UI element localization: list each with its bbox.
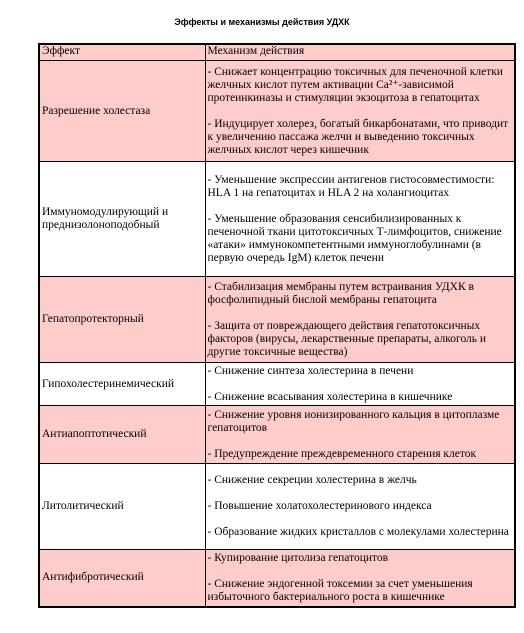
- table-row: [39, 61, 515, 162]
- table-row: [39, 550, 515, 607]
- mechanism-item: - Образование жидких кристаллов с молекулами холестерина: [207, 526, 509, 538]
- table-row: [39, 406, 515, 464]
- effect-cell: Гепатопротекторный: [39, 277, 205, 363]
- table-row: [39, 162, 515, 277]
- mechanism-cell: [205, 162, 515, 277]
- mechanism-cell: [205, 464, 515, 550]
- effect-cell: Разрешение холестаза: [39, 61, 205, 162]
- mechanism-item: - Индуцирует холерез, богатый бикарбонатами, что приводит к увеличению пассажа желчи и выведению токсичных желчных кислот через кишечник: [207, 117, 509, 156]
- mechanism-item: - Снижение синтеза холестерина в печени: [207, 364, 414, 377]
- mechanism-item: - Снижение всасывания холестерина в кишечнике: [207, 390, 453, 403]
- effect-cell: Литолитический: [39, 464, 205, 550]
- table-row: [39, 277, 515, 363]
- mechanism-cell: [205, 406, 515, 464]
- mechanism-item: - Предупреждение преждевременного старения клеток: [207, 447, 477, 460]
- mechanism-cell: [205, 61, 515, 162]
- effects-table: [38, 43, 516, 608]
- mechanism-item: - Уменьшение экспрессии антигенов гистосовместимости: HLA 1 на гепатоцитах и HLA 2 на холангиоцитах: [207, 173, 495, 199]
- table-row: [39, 464, 515, 550]
- header-mechanism: Механизм действия: [205, 44, 515, 61]
- mechanism-item: - Снижение уровня ионизированного кальция в цитоплазме гепатоцитов: [207, 408, 500, 434]
- page-title: Эффекты и механизмы действия УДХК: [174, 17, 350, 27]
- table-header-row: [39, 44, 515, 61]
- effect-cell: Гипохолестеринемический: [39, 363, 205, 406]
- effect-cell: Антиапоптотический: [39, 406, 205, 464]
- mechanism-item: - Снижает концентрацию токсичных для печеночной клетки желчных кислот путем активации Ca²⁺-зависимой протеинкиназы и стимуляции экзоцитоза в гепатоцитах: [207, 65, 503, 104]
- mechanism-item: - Снижение эндогенной токсемии за счет уменьшения избыточного бактериального роста в кишечнике: [207, 577, 473, 603]
- mechanism-cell: [205, 363, 515, 406]
- mechanism-item: - Купирование цитолиза гепатоцитов: [207, 551, 389, 564]
- mechanism-item: - Уменьшение образования сенсибилизированных к печеночной ткани цитотоксичных Т-лимфоцитов, снижение «атаки» иммунокомпетентными иммуноглобулинами (в первую очередь IgM) клеток печени: [207, 212, 502, 264]
- mechanism-cell: [205, 277, 515, 363]
- effect-cell: Антифибротический: [39, 550, 205, 607]
- mechanism-item: - Защита от повреждающего действия гепатотоксичных факторов (вирусы, лекарственные препараты, алкоголь и другие токсичные вещества): [207, 319, 487, 358]
- header-effect: Эффект: [39, 44, 205, 61]
- mechanism-item: - Повышение холатохолестеринового индекса: [207, 500, 432, 512]
- table-row: [39, 363, 515, 406]
- effect-cell: Иммуномодулирующий и преднизолоноподобный: [39, 162, 205, 277]
- mechanism-cell: [205, 550, 515, 607]
- mechanism-item: - Стабилизация мембраны путем встраивания УДХК в фосфолипидный бислой мембраны гепатоцита: [207, 280, 474, 306]
- mechanism-item: - Снижение секреции холестерина в желчь: [207, 474, 417, 486]
